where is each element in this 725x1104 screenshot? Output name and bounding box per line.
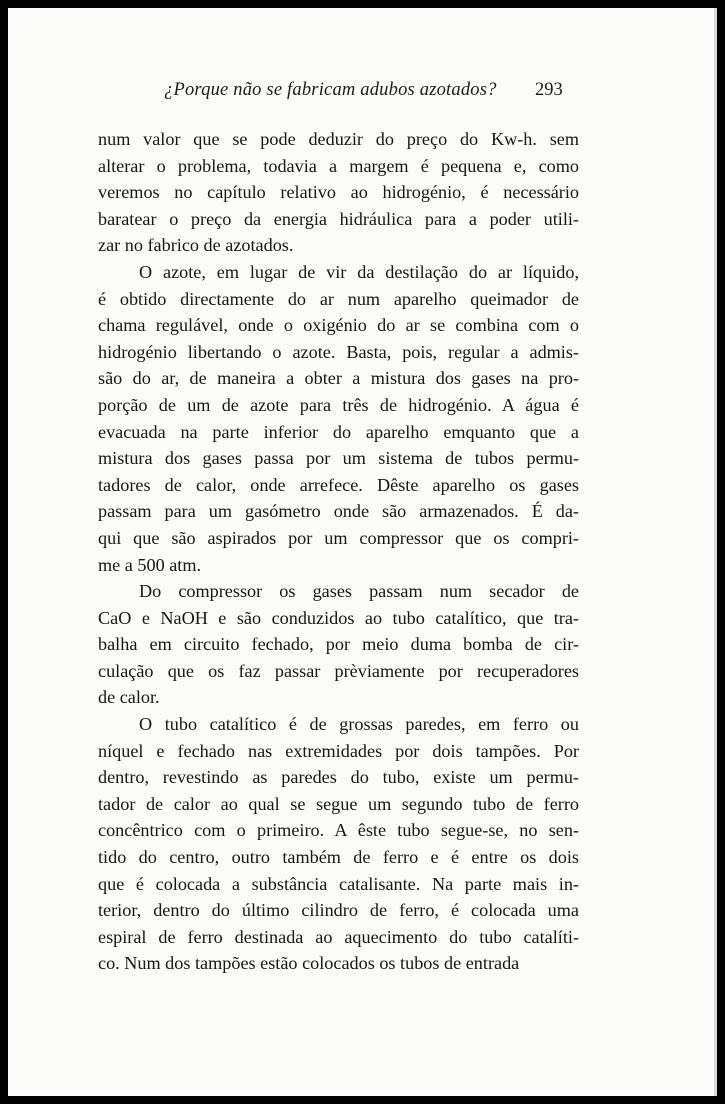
text-line: co. Num dos tampões estão colocados os tubos de entrada <box>98 953 520 974</box>
text-line: baratear o preço da energia hidráulica para a poder utili- <box>98 208 579 229</box>
text-line: Do compressor os gases passam num secador de <box>139 581 579 602</box>
text-line: são do ar, de maneira a obter a mistura dos gases na pro- <box>98 368 579 389</box>
page-header <box>8 80 717 110</box>
text-line: mistura dos gases passa por um sistema de tubos permu- <box>98 448 579 469</box>
text-line: hidrogénio libertando o azote. Basta, pois, regular a admis- <box>98 341 579 362</box>
text-line: chama regulável, onde o oxigénio do ar se combina com o <box>98 315 579 336</box>
running-title: ¿Porque não se fabricam adubos azotados? <box>164 80 497 100</box>
text-line: porção de um de azote para três de hidrogénio. A água é <box>98 394 579 415</box>
book-page <box>8 8 717 1096</box>
text-line: é obtido directamente do ar num aparelho queimador de <box>98 288 579 309</box>
paragraph <box>98 126 579 259</box>
body-text <box>98 126 579 977</box>
paragraph <box>98 578 579 711</box>
text-line: passam para um gasómetro onde são armazenados. É da- <box>98 501 579 522</box>
text-line: tador de calor ao qual se segue um segundo tubo de ferro <box>98 793 579 814</box>
text-line: num valor que se pode deduzir do preço do Kw-h. sem <box>98 129 579 149</box>
text-line: terior, dentro do último cilindro de ferro, é colocada uma <box>98 900 579 921</box>
text-line: me a 500 atm. <box>98 554 202 575</box>
text-line: culação que os faz passar prèviamente por recuperadores <box>98 660 579 681</box>
text-line: espiral de ferro destinada ao aquecimento do tubo catalíti- <box>98 926 579 947</box>
page-edge <box>714 8 717 1096</box>
text-line: tido do centro, outro também de ferro e é entre os dois <box>98 847 579 868</box>
text-line: qui que são aspirados por um compressor que os compri- <box>98 527 579 548</box>
text-line: concêntrico com o primeiro. A êste tubo segue-se, no sen- <box>98 820 579 841</box>
paragraph <box>98 711 579 977</box>
text-line: O azote, em lugar de vir da destilação do ar líquido, <box>139 261 579 282</box>
text-line: CaO e NaOH e são conduzidos ao tubo catalítico, que tra- <box>98 607 579 628</box>
text-line: O tubo catalítico é de grossas paredes, em ferro ou <box>139 714 579 735</box>
text-line: dentro, revestindo as paredes do tubo, existe um permu- <box>98 767 579 788</box>
text-line: evacuada na parte inferior do aparelho emquanto que a <box>98 421 579 442</box>
text-line: níquel e fechado nas extremidades por dois tampões. Por <box>98 740 579 761</box>
text-line: balha em circuito fechado, por meio duma bomba de cir- <box>98 634 579 655</box>
text-line: zar no fabrico de azotados. <box>98 235 294 256</box>
paragraph <box>98 259 579 578</box>
text-line: de calor. <box>98 687 160 708</box>
text-line: tadores de calor, onde arrefece. Dêste aparelho os gases <box>98 474 579 495</box>
text-line: alterar o problema, todavia a margem é pequena e, como <box>98 155 579 176</box>
page-number: 293 <box>535 80 563 100</box>
text-line: veremos no capítulo relativo ao hidrogénio, é necessário <box>98 182 579 203</box>
text-line: que é colocada a substância catalisante. Na parte mais in- <box>98 873 579 894</box>
